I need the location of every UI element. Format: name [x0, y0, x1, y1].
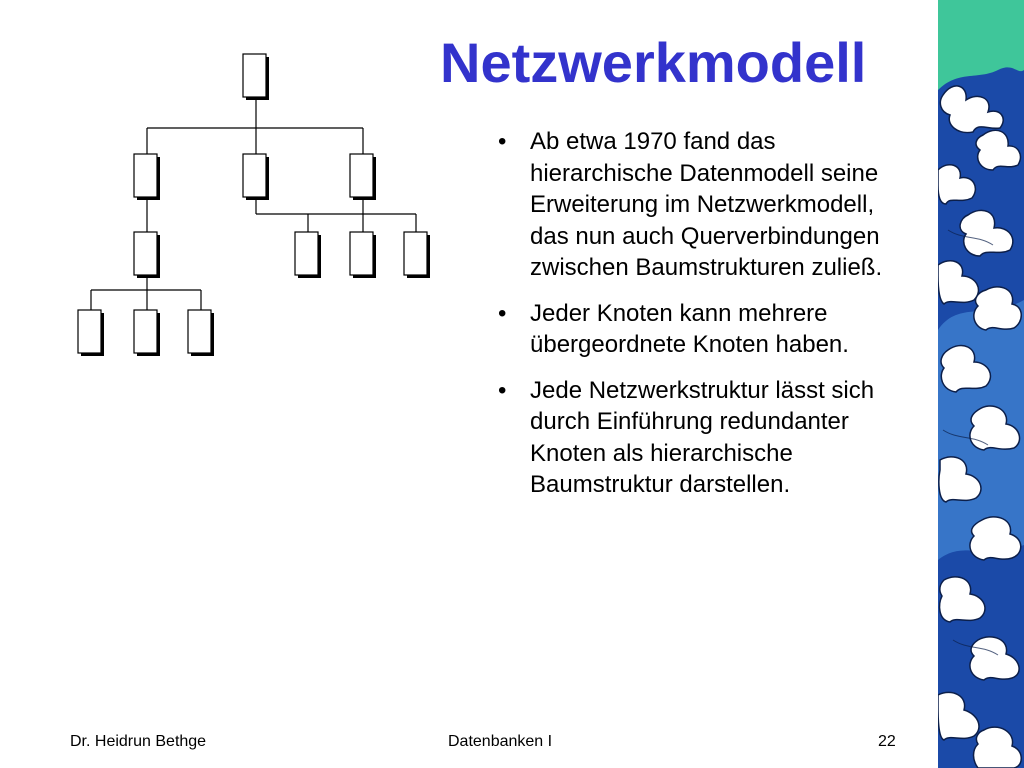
- node-box-icon: [350, 232, 376, 278]
- nodes: [78, 54, 430, 356]
- node-box-icon: [295, 232, 321, 278]
- slide-title: Netzwerkmodell: [440, 31, 867, 94]
- connector-lines: [91, 98, 416, 310]
- node-box-icon: [243, 54, 269, 100]
- node-box-icon: [350, 154, 376, 200]
- footer-course: Datenbanken I: [448, 733, 553, 750]
- node-box-icon: [134, 154, 160, 200]
- wave-decoration-icon: [938, 0, 1024, 768]
- bullet-item: [496, 298, 896, 361]
- bullet-text: Ab etwa 1970 fand das hierarchische Datenmodell seine Erweiterung im Netzwerkmodell, das nun auch Querverbindungen zwischen Baumstrukturen zuließ.: [530, 128, 883, 281]
- node-box-icon: [404, 232, 430, 278]
- node-box-icon: [188, 310, 214, 356]
- node-box-icon: [134, 232, 160, 278]
- network-diagram-svg: [70, 48, 450, 368]
- node-box-icon: [134, 310, 160, 356]
- bullet-text: Jede Netzwerkstruktur lässt sich durch Einführung redundanter Knoten als hierarchische Baumstruktur darstellen.: [530, 376, 875, 498]
- node-box-icon: [243, 154, 269, 200]
- network-diagram: [70, 48, 450, 373]
- bullet-item: [496, 126, 896, 284]
- footer-author: Dr. Heidrun Bethge: [70, 733, 207, 750]
- bullet-icon: •: [498, 299, 507, 327]
- node-box-icon: [78, 310, 104, 356]
- bullet-list: [496, 126, 896, 515]
- footer-page-number: 22: [878, 733, 896, 750]
- bullet-item: [496, 375, 896, 501]
- bullet-text: Jeder Knoten kann mehrere übergeordnete Knoten haben.: [530, 299, 849, 358]
- bullet-icon: •: [498, 376, 507, 404]
- bullet-icon: •: [498, 128, 507, 155]
